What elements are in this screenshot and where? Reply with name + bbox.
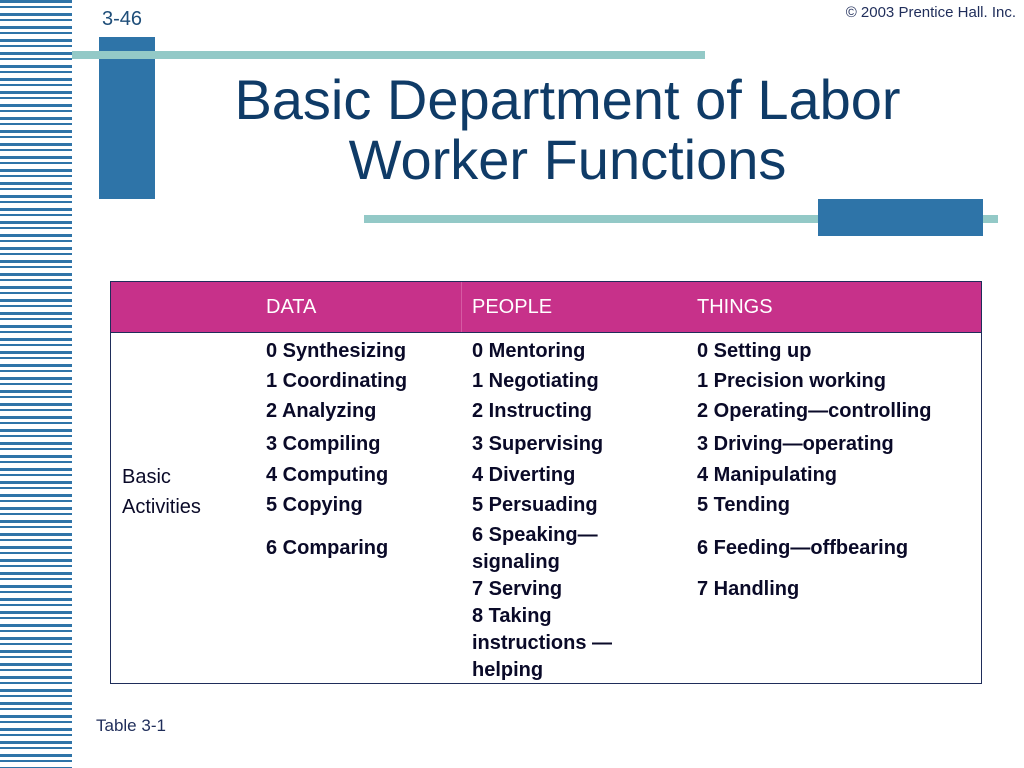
data-item: 0 Synthesizing: [266, 340, 407, 362]
left-stripe-decoration: [0, 0, 72, 768]
table-caption: Table 3-1: [96, 716, 166, 735]
slide-title: [155, 70, 980, 190]
things-item: 7 Handling: [697, 578, 800, 600]
header-separator: [461, 282, 462, 332]
decorative-blue-block-top: [99, 37, 155, 199]
things-item: 4 Manipulating: [697, 464, 837, 486]
data-item: 2 Analyzing: [266, 400, 377, 422]
people-item: 2 Instructing: [472, 400, 593, 422]
title-line-1: Basic Department of Labor: [234, 68, 901, 131]
header-cell-data: DATA: [266, 296, 317, 318]
people-item: 7 Serving: [472, 578, 563, 600]
people-item: 1 Negotiating: [472, 370, 599, 392]
people-item: 8 Taking instructions —helping: [472, 605, 613, 681]
table-header-row: [111, 282, 981, 333]
people-item: 6 Speaking—signaling: [472, 524, 598, 573]
data-item: 1 Coordinating: [266, 370, 408, 392]
things-item: 1 Precision working: [697, 370, 886, 392]
data-item: 4 Computing: [266, 464, 389, 486]
header-cell-people: PEOPLE: [472, 296, 553, 318]
data-item: 6 Comparing: [266, 537, 389, 559]
things-item: 0 Setting up: [697, 340, 812, 362]
people-item: 0 Mentoring: [472, 340, 586, 362]
people-item: 5 Persuading: [472, 494, 598, 516]
people-item: 3 Supervising: [472, 433, 604, 455]
row-label-line-2: Activities: [122, 496, 201, 518]
decorative-blue-block-bottom: [818, 199, 983, 236]
row-label-line-1: Basic: [122, 466, 171, 488]
header-cell-things: THINGS: [697, 296, 773, 318]
things-item: 6 Feeding—offbearing: [697, 537, 909, 559]
data-item: 3 Compiling: [266, 433, 381, 455]
things-item: 3 Driving—operating: [697, 433, 894, 455]
copyright-notice: © 2003 Prentice Hall. Inc.: [845, 4, 1016, 21]
people-item: 4 Diverting: [472, 464, 576, 486]
title-line-2: Worker Functions: [348, 128, 787, 191]
row-label-basic-activities: [122, 462, 201, 522]
things-item: 5 Tending: [697, 494, 790, 516]
slide-number: 3-46: [102, 8, 143, 30]
decorative-teal-line-top: [72, 51, 705, 59]
data-item: 5 Copying: [266, 494, 363, 516]
things-item: 2 Operating—controlling: [697, 400, 932, 422]
worker-functions-table: [110, 281, 982, 684]
